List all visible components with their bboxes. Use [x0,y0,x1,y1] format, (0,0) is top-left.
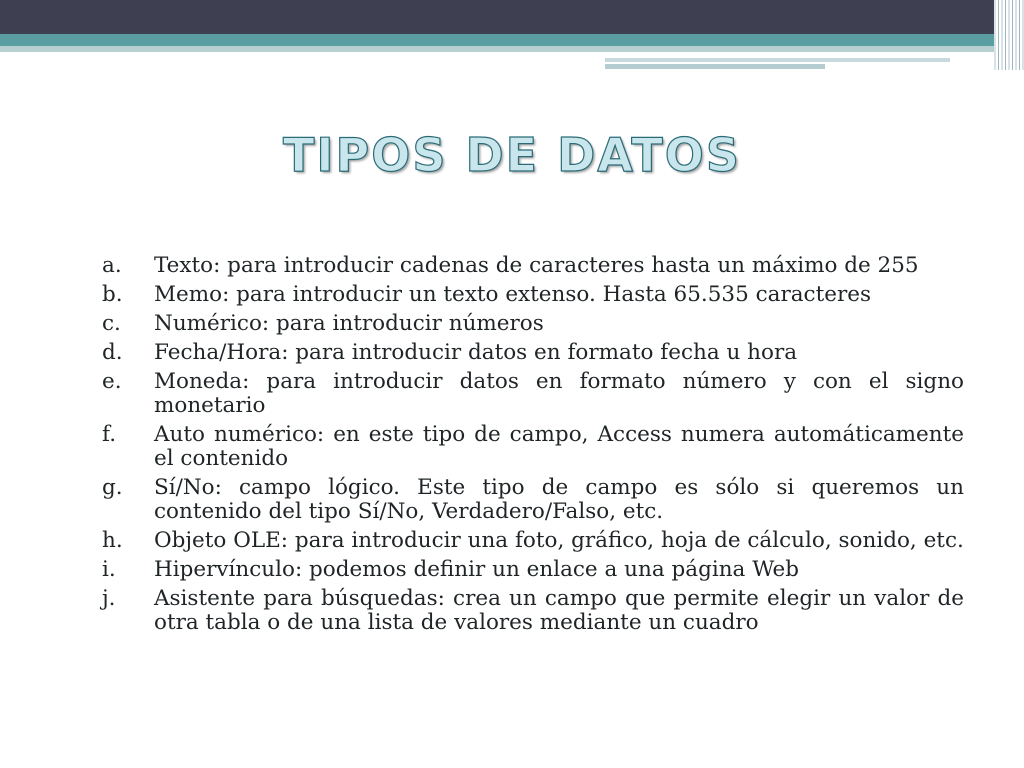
header-accent-line-short [605,64,825,69]
list-marker: j. [102,586,116,611]
data-types-list [102,254,964,640]
list-marker: h. [102,528,123,553]
list-item-text: Objeto OLE: para introducir una foto, gráfico, hoja de cálculo, sonido, etc. [154,528,964,553]
list-item [102,423,964,471]
list-item [102,587,964,635]
list-marker: a. [102,253,122,278]
list-item-text: Memo: para introducir un texto extenso. Hasta 65.535 caracteres [154,282,871,307]
header-bar-teal [0,34,1024,46]
list-item-text: Asistente para búsquedas: crea un campo que permite elegir un valor de otra tabla o de una lista de valores mediante un cuadro [154,586,964,635]
list-item-text: Texto: para introducir cadenas de caracteres hasta un máximo de 255 [154,253,919,278]
list-item-text: Hipervínculo: podemos definir un enlace a una página Web [154,557,800,582]
list-marker: c. [102,311,121,336]
header-stripes-decoration [994,0,1024,70]
list-marker: b. [102,282,123,307]
list-marker: f. [102,422,117,447]
list-item [102,254,964,278]
list-marker: i. [102,557,116,582]
list-item-text: Sí/No: campo lógico. Este tipo de campo es sólo si queremos un contenido del tipo Sí/No, Verdadero/Falso, etc. [154,475,964,524]
list-marker: g. [102,475,123,500]
slide-title: TIPOS DE DATOS [283,128,741,182]
list-item-text: Auto numérico: en este tipo de campo, Access numera automáticamente el contenido [154,422,964,471]
list-item [102,341,964,365]
list-item [102,476,964,524]
header-accent-line [605,58,950,62]
list-item-text: Moneda: para introducir datos en formato número y con el signo monetario [154,369,964,418]
list-item [102,370,964,418]
list-marker: e. [102,369,122,394]
list-item-text: Fecha/Hora: para introducir datos en formato fecha u hora [154,340,798,365]
header-bar-light [0,46,1000,52]
list-item [102,312,964,336]
list-item [102,529,964,553]
list-item [102,283,964,307]
list-marker: d. [102,340,123,365]
header-bar-dark [0,0,1024,34]
list-item-text: Numérico: para introducir números [154,311,544,336]
list-item [102,558,964,582]
